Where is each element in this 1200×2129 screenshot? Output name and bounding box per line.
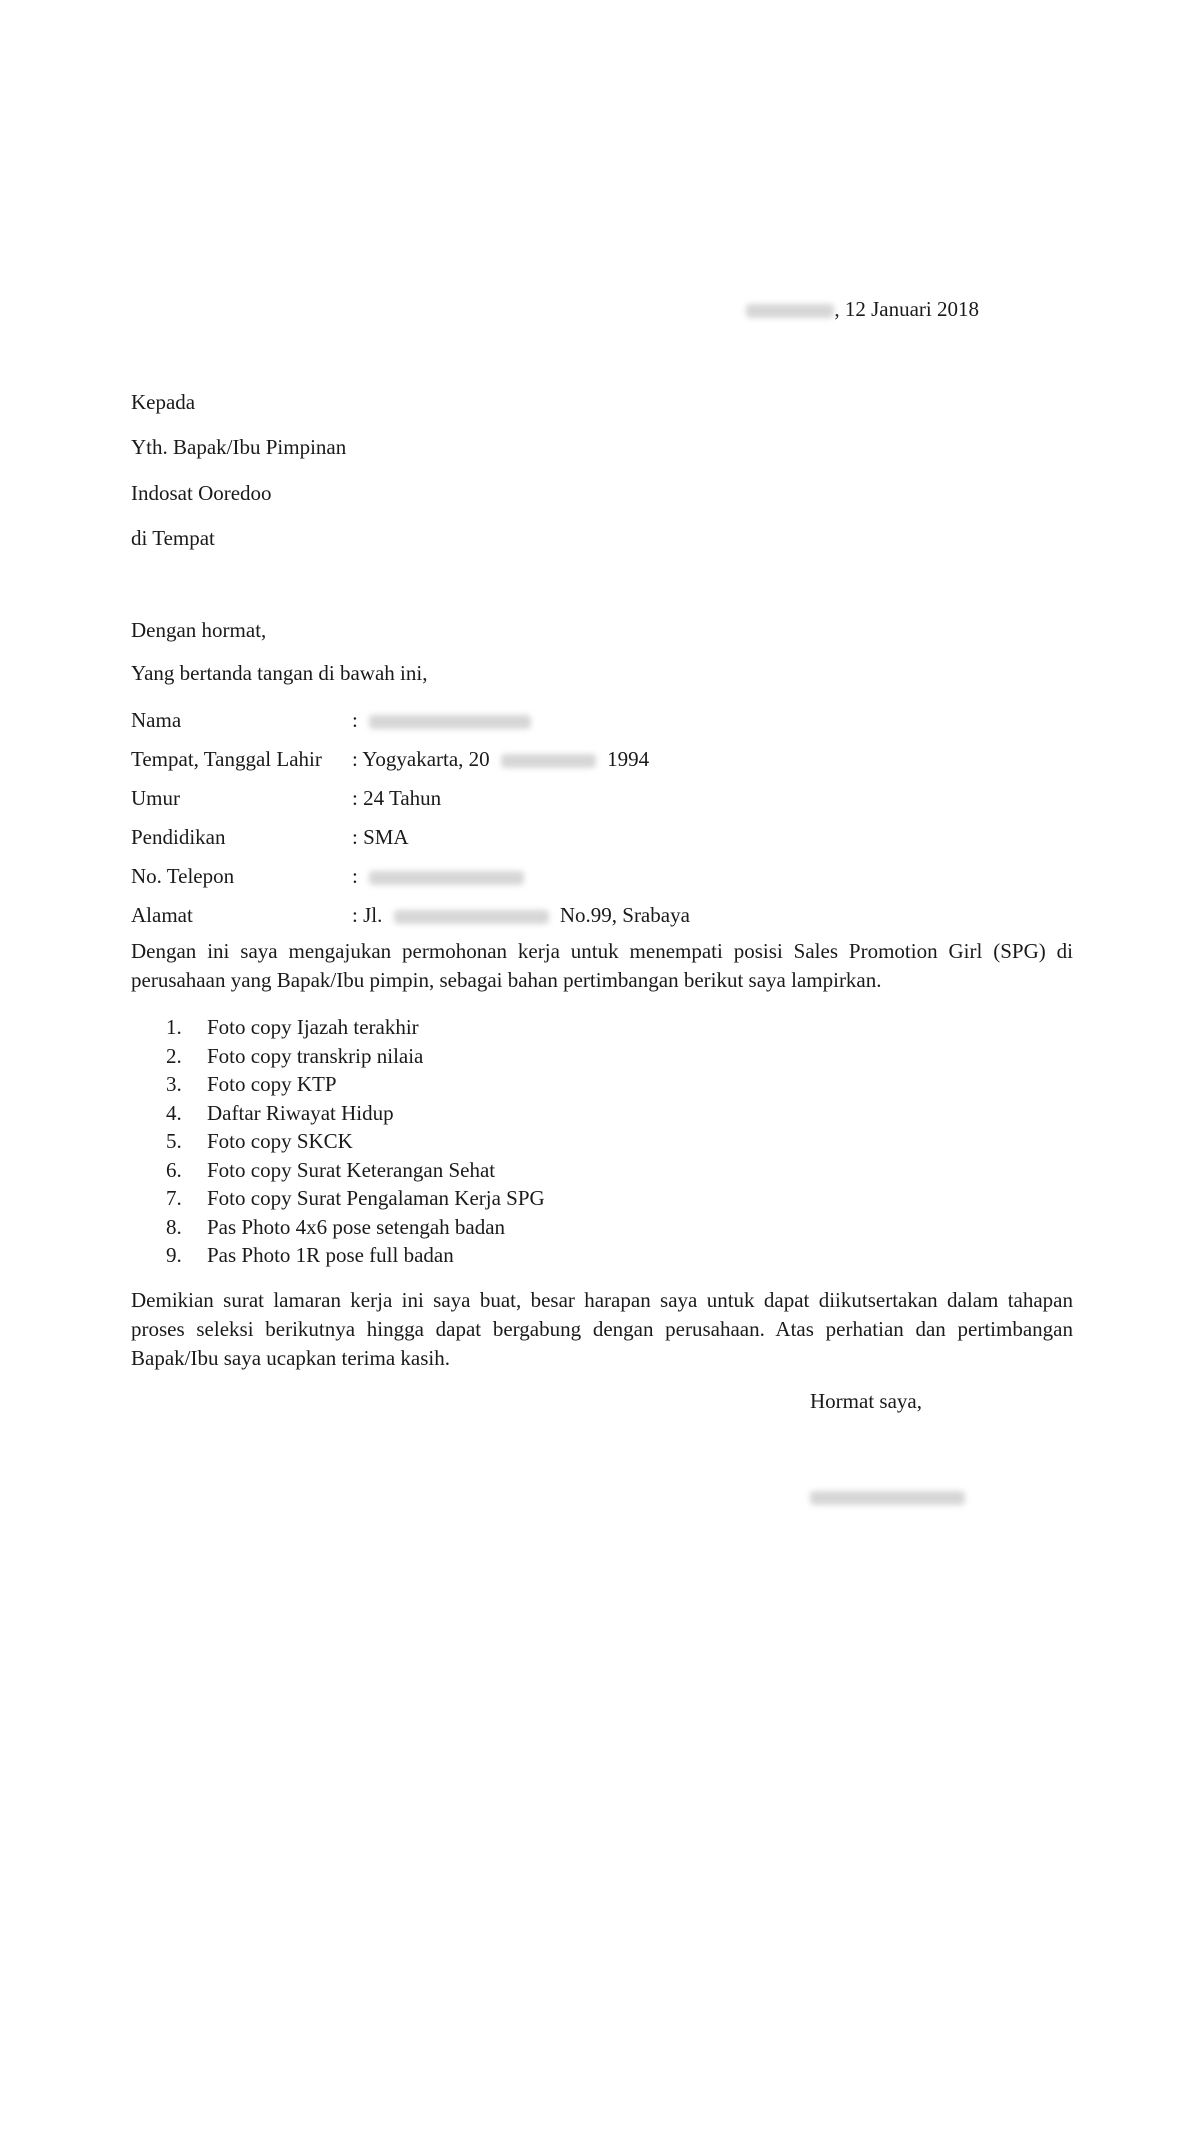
field-label-pendidikan: Pendidikan bbox=[131, 825, 226, 849]
list-item: 5. Foto copy SKCK bbox=[166, 1129, 353, 1153]
attachment-list bbox=[166, 1013, 545, 1270]
list-item: 9. Pas Photo 1R pose full badan bbox=[166, 1243, 454, 1267]
field-label-ttl: Tempat, Tanggal Lahir bbox=[131, 747, 322, 771]
body-paragraph-2: Demikian surat lamaran kerja ini saya buat, besar harapan saya untuk dapat diikutsertakan dalam tahapan proses seleksi berikutnya hingga dapat bergabung dengan perusahaan. Atas perhatian dan pertimbangan Bapak/Ibu saya ucapkan terima kasih. bbox=[131, 1288, 1073, 1370]
list-item: 6. Foto copy Surat Keterangan Sehat bbox=[166, 1157, 496, 1182]
list-item: 2. Foto copy transkrip nilaia bbox=[166, 1043, 424, 1068]
redacted-city bbox=[746, 304, 834, 318]
field-label-alamat: Alamat bbox=[131, 903, 193, 927]
field-value-nama: : bbox=[352, 708, 531, 733]
letter-date bbox=[746, 297, 979, 322]
field-value-ttl: : Yogyakarta, 20 1994 bbox=[352, 747, 650, 771]
list-item: 4. Daftar Riwayat Hidup bbox=[166, 1100, 394, 1125]
list-item: 8. Pas Photo 4x6 pose setengah badan bbox=[166, 1214, 506, 1239]
list-item: 7. Foto copy Surat Pengalaman Kerja SPG bbox=[166, 1186, 545, 1210]
field-value-alamat: : Jl. No.99, Srabaya bbox=[352, 903, 690, 927]
field-value-umur: : 24 Tahun bbox=[352, 786, 442, 810]
list-item: 1. Foto copy Ijazah terakhir bbox=[166, 1015, 419, 1039]
date-text: , 12 Januari 2018 bbox=[834, 297, 979, 321]
redacted-name bbox=[369, 715, 531, 729]
field-value-pendidikan: : SMA bbox=[352, 825, 409, 849]
signature-name bbox=[810, 1484, 965, 1509]
recipient-line-1: Kepada bbox=[131, 390, 196, 414]
redacted-phone bbox=[369, 871, 524, 885]
redacted-street bbox=[394, 910, 549, 924]
intro-sentence: Yang bertanda tangan di bawah ini, bbox=[131, 661, 428, 685]
greeting: Dengan hormat, bbox=[131, 618, 267, 642]
redacted-birth-month bbox=[501, 754, 596, 768]
field-value-telepon: : bbox=[352, 864, 524, 889]
field-label-nama: Nama bbox=[131, 708, 182, 732]
recipient-line-4: di Tempat bbox=[131, 526, 215, 550]
body-paragraph-1: Dengan ini saya mengajukan permohonan kerja untuk menempati posisi Sales Promotion Girl (SPG) di perusahaan yang Bapak/Ibu pimpin, sebagai bahan pertimbangan berikut saya lampirkan. bbox=[131, 939, 1073, 992]
recipient-line-3: Indosat Ooredoo bbox=[131, 481, 272, 505]
field-label-umur: Umur bbox=[131, 786, 180, 810]
redacted-signature-name bbox=[810, 1491, 965, 1505]
list-item: 3. Foto copy KTP bbox=[166, 1072, 337, 1096]
recipient-line-2: Yth. Bapak/Ibu Pimpinan bbox=[131, 435, 347, 459]
field-label-telepon: No. Telepon bbox=[131, 864, 235, 888]
closing-salutation: Hormat saya, bbox=[810, 1389, 922, 1413]
